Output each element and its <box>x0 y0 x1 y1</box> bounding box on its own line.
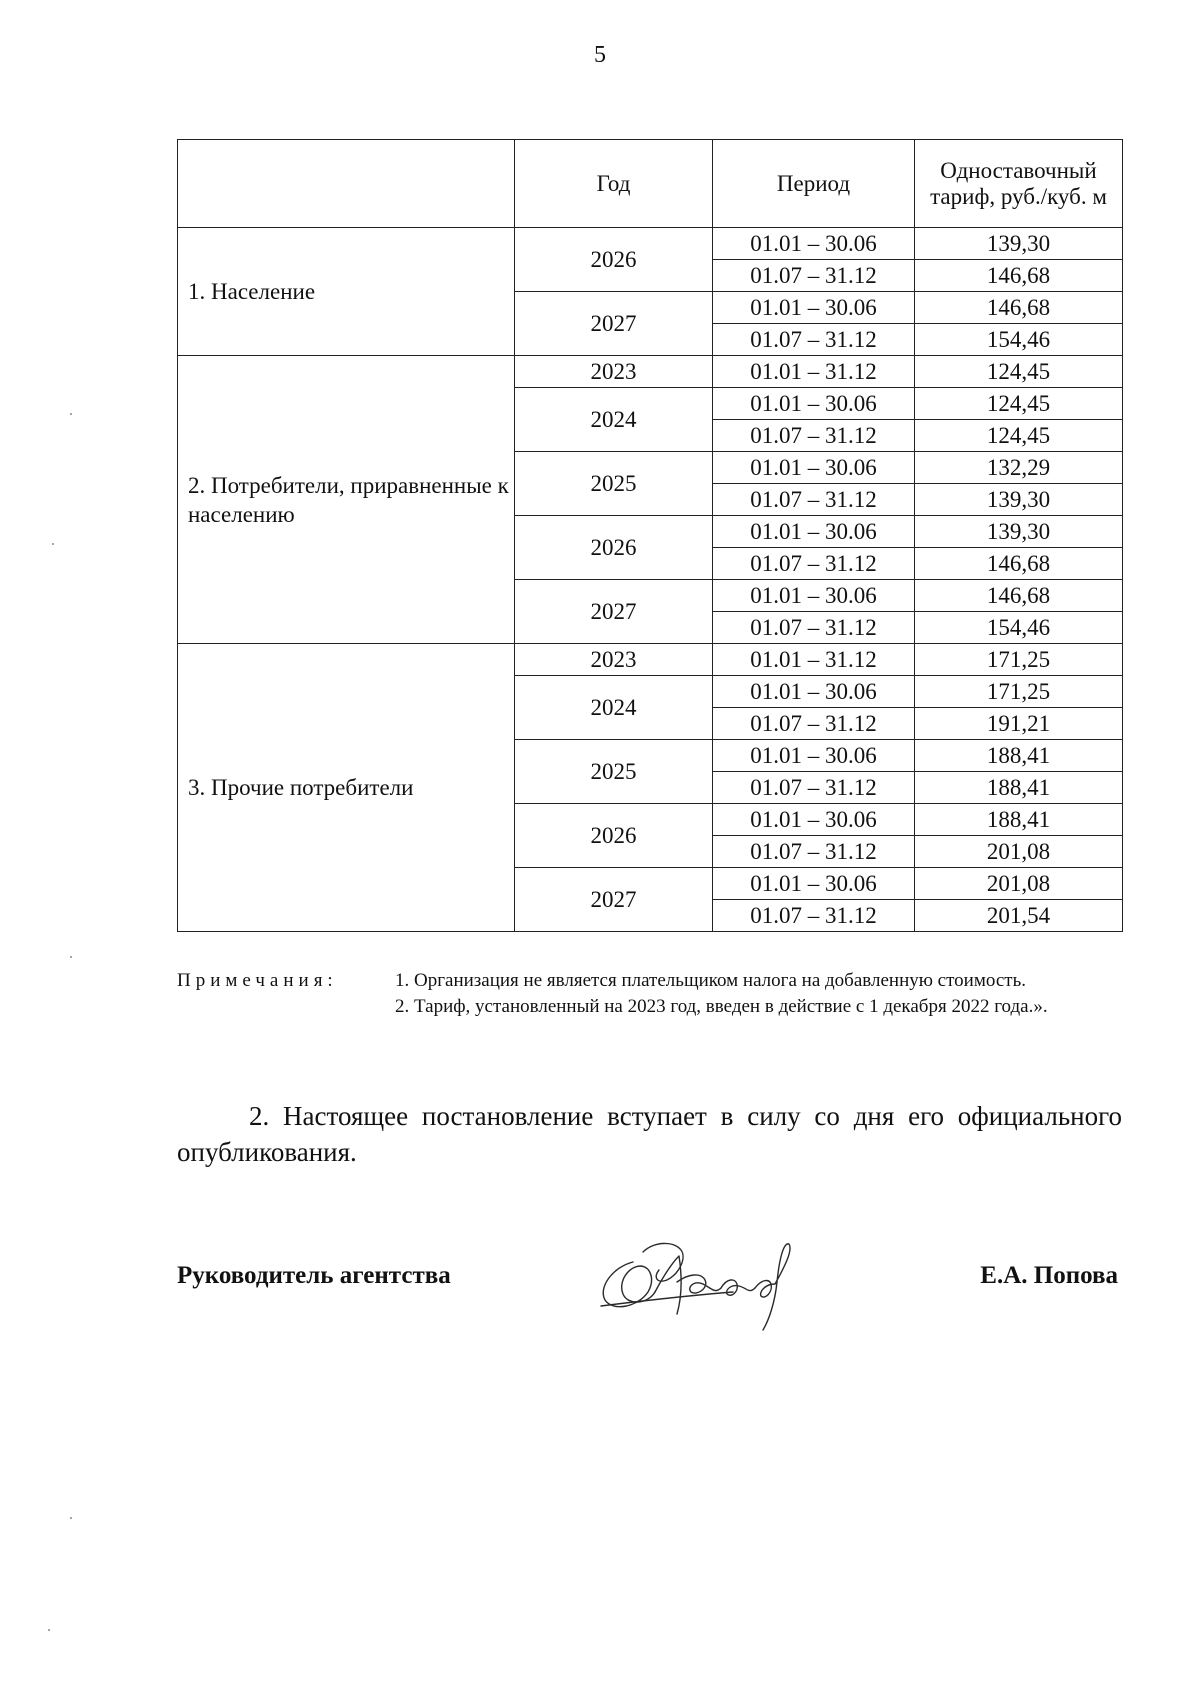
signature-icon <box>593 1222 803 1337</box>
year-cell: 2023 <box>515 644 713 676</box>
tariff-cell: 188,41 <box>915 772 1123 804</box>
period-cell: 01.01 – 30.06 <box>713 740 915 772</box>
tariff-cell: 188,41 <box>915 740 1123 772</box>
year-cell: 2024 <box>515 388 713 452</box>
period-cell: 01.01 – 30.06 <box>713 516 915 548</box>
period-cell: 01.07 – 31.12 <box>713 548 915 580</box>
tariff-cell: 201,08 <box>915 868 1123 900</box>
header-cell-tariff: Одноставочный тариф, руб./куб. м <box>915 140 1123 228</box>
page-number: 5 <box>594 42 606 68</box>
table-row <box>178 644 1123 676</box>
table-body <box>178 228 1123 932</box>
tariff-cell: 139,30 <box>915 484 1123 516</box>
scan-speck <box>52 543 54 545</box>
tariff-cell: 188,41 <box>915 804 1123 836</box>
note-item: 2. Тариф, установленный на 2023 год, введен в действие с 1 декабря 2022 года.». <box>395 996 1048 1017</box>
tariff-cell: 191,21 <box>915 708 1123 740</box>
tariff-table <box>177 139 1123 932</box>
period-cell: 01.07 – 31.12 <box>713 708 915 740</box>
tariff-cell: 201,08 <box>915 836 1123 868</box>
year-cell: 2027 <box>515 580 713 644</box>
period-cell: 01.07 – 31.12 <box>713 900 915 932</box>
year-cell: 2023 <box>515 356 713 388</box>
year-cell: 2027 <box>515 292 713 356</box>
year-cell: 2026 <box>515 804 713 868</box>
tariff-cell: 146,68 <box>915 548 1123 580</box>
period-cell: 01.07 – 31.12 <box>713 260 915 292</box>
table-row <box>178 228 1123 260</box>
note-item: 1. Организация не является плательщиком налога на добавленную стоимость. <box>395 970 1026 991</box>
year-cell: 2025 <box>515 740 713 804</box>
tariff-cell: 146,68 <box>915 580 1123 612</box>
period-cell: 01.01 – 30.06 <box>713 292 915 324</box>
tariff-cell: 132,29 <box>915 452 1123 484</box>
year-cell: 2027 <box>515 868 713 932</box>
scan-speck <box>70 413 72 415</box>
table-row <box>178 356 1123 388</box>
tariff-cell: 171,25 <box>915 676 1123 708</box>
period-cell: 01.01 – 30.06 <box>713 580 915 612</box>
notes-list <box>395 968 1122 1020</box>
period-cell: 01.01 – 30.06 <box>713 452 915 484</box>
tariff-cell: 171,25 <box>915 644 1123 676</box>
year-cell: 2024 <box>515 676 713 740</box>
period-cell: 01.07 – 31.12 <box>713 836 915 868</box>
signatory-title: Руководитель агентства <box>177 1262 451 1289</box>
header-cell-period: Период <box>713 140 915 228</box>
tariff-cell: 154,46 <box>915 612 1123 644</box>
tariff-cell: 139,30 <box>915 516 1123 548</box>
year-cell: 2025 <box>515 452 713 516</box>
period-cell: 01.07 – 31.12 <box>713 484 915 516</box>
tariff-cell: 139,30 <box>915 228 1123 260</box>
period-cell: 01.01 – 30.06 <box>713 804 915 836</box>
period-cell: 01.01 – 30.06 <box>713 676 915 708</box>
period-cell: 01.01 – 31.12 <box>713 644 915 676</box>
scan-speck <box>48 1629 50 1631</box>
year-cell: 2026 <box>515 228 713 292</box>
notes-label: Примечания: <box>177 970 338 991</box>
consumer-group-cell: 3. Прочие потребители <box>178 644 515 932</box>
header-cell-year: Год <box>515 140 713 228</box>
table-header-row <box>178 140 1123 228</box>
tariff-cell: 154,46 <box>915 324 1123 356</box>
signatory-name: Е.А. Попова <box>980 1262 1118 1289</box>
period-cell: 01.07 – 31.12 <box>713 612 915 644</box>
period-cell: 01.01 – 30.06 <box>713 388 915 420</box>
period-cell: 01.07 – 31.12 <box>713 420 915 452</box>
year-cell: 2026 <box>515 516 713 580</box>
header-cell-category <box>178 140 515 228</box>
scan-speck <box>70 1517 72 1519</box>
period-cell: 01.07 – 31.12 <box>713 324 915 356</box>
effective-date-paragraph: 2. Настоящее постановление вступает в силу со дня его официального опубликования. <box>177 1101 1122 1167</box>
consumer-group-cell: 2. Потребители, приравненные к населению <box>178 356 515 644</box>
period-cell: 01.01 – 31.12 <box>713 356 915 388</box>
scan-speck <box>70 956 72 958</box>
period-cell: 01.07 – 31.12 <box>713 772 915 804</box>
handwritten-signature <box>593 1222 803 1342</box>
tariff-cell: 124,45 <box>915 356 1123 388</box>
tariff-cell: 201,54 <box>915 900 1123 932</box>
tariff-cell: 124,45 <box>915 420 1123 452</box>
consumer-group-cell: 1. Население <box>178 228 515 356</box>
period-cell: 01.01 – 30.06 <box>713 868 915 900</box>
tariff-cell: 146,68 <box>915 260 1123 292</box>
tariff-cell: 124,45 <box>915 388 1123 420</box>
tariff-cell: 146,68 <box>915 292 1123 324</box>
period-cell: 01.01 – 30.06 <box>713 228 915 260</box>
